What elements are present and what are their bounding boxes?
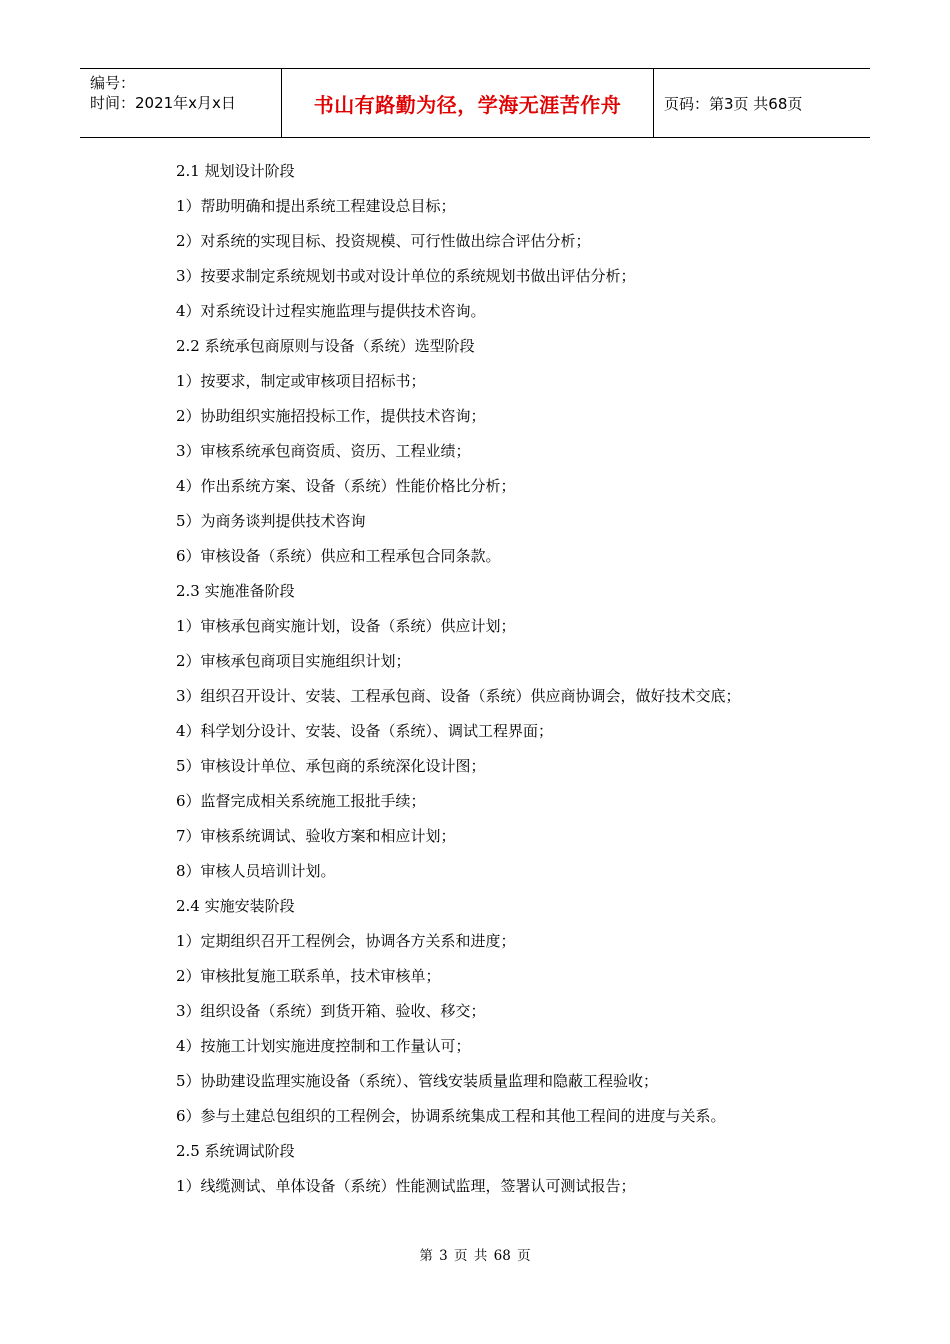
list-item: 3）组织召开设计、安装、工程承包商、设备（系统）供应商协调会，做好技术交底； — [176, 687, 741, 705]
list-item: 3）组织设备（系统）到货开箱、验收、移交； — [176, 1002, 486, 1020]
list-item: 2）协助组织实施招投标工作，提供技术咨询； — [176, 407, 486, 425]
list-item: 6）参与土建总包组织的工程例会，协调系统集成工程和其他工程间的进度与关系。 — [176, 1107, 726, 1125]
list-item: 2）审核承包商项目实施组织计划； — [176, 652, 411, 670]
header-page-info: 页码：第3页 共68页 — [664, 94, 803, 113]
section-heading-2-5: 2.5 系统调试阶段 — [176, 1142, 295, 1160]
list-item: 2）审核批复施工联系单，技术审核单； — [176, 967, 441, 985]
section-heading-2-4: 2.4 实施安装阶段 — [176, 897, 295, 915]
document-body — [176, 157, 836, 1207]
list-item: 5）为商务谈判提供技术咨询 — [176, 512, 366, 530]
list-item: 4）科学划分设计、安装、设备（系统）、调试工程界面； — [176, 722, 554, 740]
list-item: 1）帮助明确和提出系统工程建设总目标； — [176, 197, 456, 215]
list-item: 1）按要求，制定或审核项目招标书； — [176, 372, 426, 390]
section-heading-2-1: 2.1 规划设计阶段 — [176, 162, 295, 180]
page-header — [80, 68, 870, 138]
document-time-label: 时间：2021年x月x日 — [90, 94, 236, 112]
list-item: 4）作出系统方案、设备（系统）性能价格比分析； — [176, 477, 516, 495]
header-motto: 书山有路勤为径，学海无涯苦作舟 — [282, 69, 654, 137]
document-number-label: 编号： — [90, 74, 136, 92]
list-item: 6）监督完成相关系统施工报批手续； — [176, 792, 426, 810]
list-item: 1）审核承包商实施计划，设备（系统）供应计划； — [176, 617, 516, 635]
list-item: 1）定期组织召开工程例会，协调各方关系和进度； — [176, 932, 516, 950]
list-item: 3）审核系统承包商资质、资历、工程业绩； — [176, 442, 471, 460]
list-item: 3）按要求制定系统规划书或对设计单位的系统规划书做出评估分析； — [176, 267, 636, 285]
header-meta — [80, 69, 282, 137]
list-item: 8）审核人员培训计划。 — [176, 862, 336, 880]
list-item: 4）按施工计划实施进度控制和工作量认可； — [176, 1037, 471, 1055]
page-footer: 第 3 页 共 68 页 — [419, 1248, 531, 1264]
section-heading-2-3: 2.3 实施准备阶段 — [176, 582, 295, 600]
list-item: 7）审核系统调试、验收方案和相应计划； — [176, 827, 456, 845]
list-item: 2）对系统的实现目标、投资规模、可行性做出综合评估分析； — [176, 232, 591, 250]
list-item: 6）审核设备（系统）供应和工程承包合同条款。 — [176, 547, 501, 565]
section-heading-2-2: 2.2 系统承包商原则与设备（系统）选型阶段 — [176, 337, 475, 355]
list-item: 1）线缆测试、单体设备（系统）性能测试监理，签署认可测试报告； — [176, 1177, 636, 1195]
list-item: 4）对系统设计过程实施监理与提供技术咨询。 — [176, 302, 486, 320]
list-item: 5）审核设计单位、承包商的系统深化设计图； — [176, 757, 486, 775]
list-item: 5）协助建设监理实施设备（系统）、管线安装质量监理和隐蔽工程验收； — [176, 1072, 659, 1090]
